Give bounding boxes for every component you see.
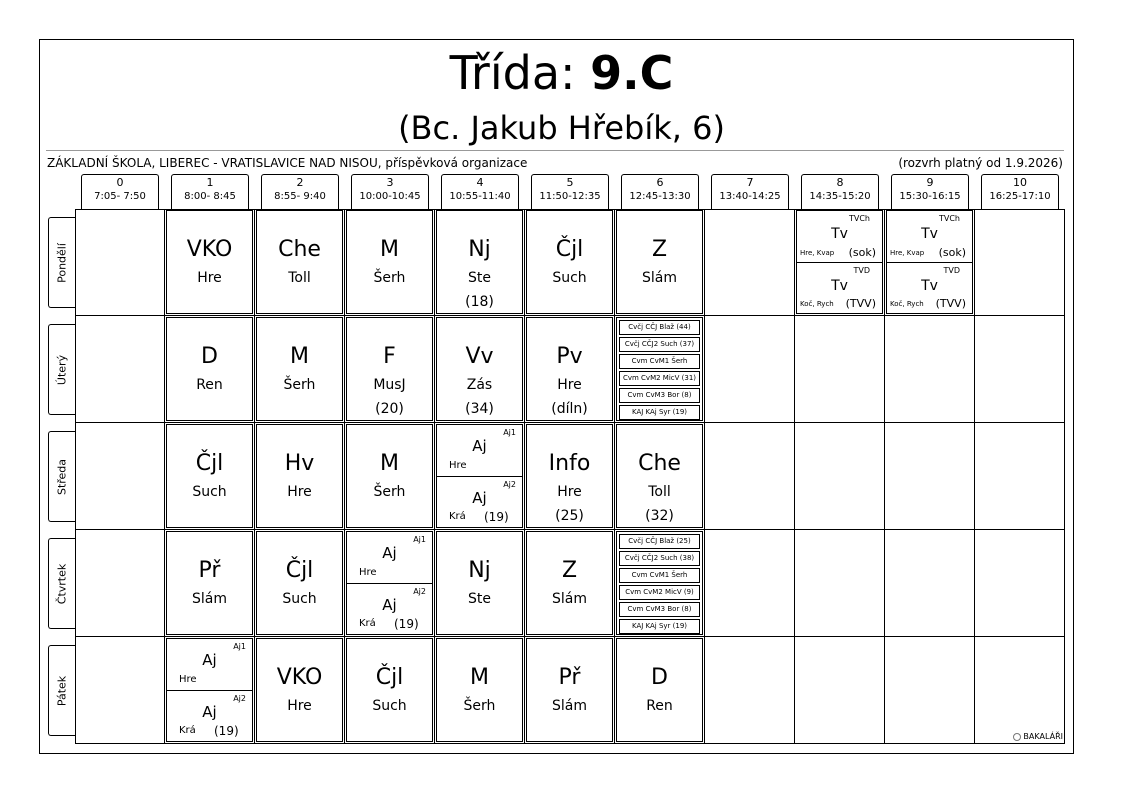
- class-teacher-subtitle: (Bc. Jakub Hřebík, 6): [398, 109, 725, 147]
- lesson-teacher: Slám: [192, 591, 227, 607]
- period-number: 10: [1013, 176, 1027, 189]
- day-label: [48, 645, 75, 736]
- group-lesson-row[interactable]: Cvm CvM3 Bor (8): [619, 602, 700, 617]
- lesson-card[interactable]: [166, 638, 253, 742]
- period-number: 4: [476, 176, 484, 189]
- lesson-card[interactable]: [256, 317, 343, 421]
- lesson-subject: Př: [198, 558, 221, 583]
- group-lesson[interactable]: [797, 263, 882, 313]
- lesson-room: (19): [484, 510, 509, 524]
- period-time: 12:45-13:30: [629, 191, 691, 202]
- timetable-cell: [75, 637, 165, 744]
- timetable-cell: [795, 637, 885, 744]
- lesson-card[interactable]: [346, 317, 433, 421]
- lesson-card[interactable]: [616, 424, 703, 528]
- group-lesson-row[interactable]: Cvčj CČJ2 Such (38): [619, 551, 700, 566]
- lesson-teacher: Šerh: [283, 377, 316, 393]
- lesson-room: (25): [555, 508, 584, 524]
- lesson-card[interactable]: [346, 638, 433, 742]
- lesson-card[interactable]: [526, 531, 613, 635]
- lesson-teacher: Krá: [449, 511, 466, 522]
- timetable-cell: [975, 209, 1065, 316]
- lesson-teacher: Šerh: [463, 698, 496, 714]
- lesson-card[interactable]: [526, 638, 613, 742]
- lesson-teacher: Such: [372, 698, 407, 714]
- lesson-teacher: Krá: [359, 618, 376, 629]
- period-number: 6: [656, 176, 664, 189]
- title-prefix: Třída:: [449, 46, 591, 100]
- lesson-subject: Hv: [284, 451, 315, 476]
- lesson-teacher: Hre: [359, 567, 377, 578]
- lesson-subject: VKO: [186, 237, 233, 262]
- period-time: 10:55-11:40: [449, 191, 511, 202]
- group-label: Aj2: [233, 694, 246, 703]
- page-title: [0, 44, 1123, 102]
- period-time: 10:00-10:45: [359, 191, 421, 202]
- group-lesson-row[interactable]: Cvm CvM1 Šerh: [619, 568, 700, 583]
- lesson-teacher: Hre: [179, 674, 197, 685]
- lesson-subject: Čjl: [375, 665, 404, 690]
- timetable-cell: [75, 530, 165, 637]
- lesson-room: (díln): [551, 401, 588, 417]
- lesson-card[interactable]: [256, 531, 343, 635]
- lesson-card[interactable]: [166, 531, 253, 635]
- lesson-card[interactable]: [526, 210, 613, 314]
- lesson-subject: D: [201, 344, 218, 369]
- lesson-subject: Vv: [465, 344, 494, 369]
- group-lesson-row[interactable]: Cvm CvM2 MicV (9): [619, 585, 700, 600]
- lesson-teacher: Toll: [288, 270, 311, 286]
- lesson-subject: Che: [278, 237, 321, 262]
- lesson-card[interactable]: [436, 424, 523, 528]
- brand-mark: [1013, 732, 1063, 742]
- lesson-room: (32): [645, 508, 674, 524]
- group-label: Aj1: [413, 535, 426, 544]
- lesson-teacher: Zás: [466, 377, 493, 393]
- timetable-cell: [795, 530, 885, 637]
- lesson-card[interactable]: [436, 638, 523, 742]
- period-time: 11:50-12:35: [539, 191, 601, 202]
- timetable-cell: [795, 316, 885, 423]
- lesson-room: (sok): [938, 246, 966, 259]
- lesson-card[interactable]: [436, 210, 523, 314]
- lesson-card[interactable]: [886, 210, 973, 314]
- lesson-card[interactable]: [256, 638, 343, 742]
- period-number: 0: [116, 176, 124, 189]
- lesson-teacher: Koč, Rych: [800, 300, 834, 308]
- lesson-card[interactable]: [256, 210, 343, 314]
- lesson-teacher: Toll: [648, 484, 671, 500]
- lesson-teacher: Hre: [287, 698, 312, 714]
- group-lesson[interactable]: [347, 532, 432, 584]
- lesson-teacher: Such: [192, 484, 227, 500]
- group-lesson[interactable]: [167, 691, 252, 741]
- group-label: TVD: [853, 266, 870, 275]
- timetable-cell: [885, 423, 975, 530]
- lesson-subject: M: [380, 451, 399, 476]
- timetable-cell: [975, 530, 1065, 637]
- timetable-cell: [885, 530, 975, 637]
- group-label: TVCh: [938, 214, 960, 223]
- period-header: [531, 174, 609, 210]
- period-time: 13:40-14:25: [719, 191, 781, 202]
- lesson-teacher: Ren: [646, 698, 673, 714]
- lesson-subject: Čjl: [285, 558, 314, 583]
- lesson-teacher: Hre: [197, 270, 222, 286]
- lesson-room: (sok): [848, 246, 876, 259]
- period-header: [261, 174, 339, 210]
- lesson-teacher: Slám: [552, 591, 587, 607]
- timetable-cell: [705, 316, 795, 423]
- timetable-cell: [705, 637, 795, 744]
- lesson-teacher: Ste: [468, 591, 491, 607]
- lesson-subject: M: [380, 237, 399, 262]
- lesson-subject: F: [383, 344, 396, 369]
- lesson-card[interactable]: [616, 531, 703, 635]
- lesson-teacher: Hre: [449, 460, 467, 471]
- lesson-subject: Čjl: [555, 237, 584, 262]
- lesson-card[interactable]: [436, 317, 523, 421]
- lesson-teacher: Such: [282, 591, 317, 607]
- lesson-subject: Tv: [921, 278, 938, 294]
- lesson-subject: Aj: [472, 489, 487, 507]
- lesson-teacher: Slám: [642, 270, 677, 286]
- lesson-room: (TVV): [935, 297, 966, 310]
- group-lesson-row[interactable]: Cvm CvM2 MicV (31): [619, 371, 700, 386]
- lesson-subject: Aj: [202, 651, 217, 669]
- lesson-subject: M: [290, 344, 309, 369]
- lesson-room: (TVV): [845, 297, 876, 310]
- lesson-teacher: Ste: [468, 270, 491, 286]
- lesson-card[interactable]: [166, 210, 253, 314]
- lesson-teacher: Hre, Kvap: [890, 249, 925, 257]
- group-lesson[interactable]: [437, 477, 522, 527]
- day-label: [48, 431, 75, 522]
- header-divider: [46, 150, 1064, 151]
- group-label: Aj1: [503, 428, 516, 437]
- lesson-card[interactable]: [616, 638, 703, 742]
- lesson-card[interactable]: [346, 210, 433, 314]
- day-label: [48, 324, 75, 415]
- lesson-card[interactable]: [526, 317, 613, 421]
- lesson-subject: Nj: [468, 558, 491, 583]
- group-label: Aj1: [233, 642, 246, 651]
- day-name: Pátek: [55, 675, 69, 706]
- group-lesson[interactable]: [347, 584, 432, 634]
- lesson-subject: Pv: [556, 344, 583, 369]
- period-header: [621, 174, 699, 210]
- lesson-subject: VKO: [276, 665, 323, 690]
- group-label: Aj2: [503, 480, 516, 489]
- timetable-cell: [885, 637, 975, 744]
- timetable-cell: [705, 209, 795, 316]
- lesson-teacher: Šerh: [373, 270, 406, 286]
- lesson-subject: Nj: [468, 237, 491, 262]
- group-lesson-row[interactable]: Cvčj CČJ Blaž (25): [619, 534, 700, 549]
- lesson-subject: Př: [558, 665, 581, 690]
- lesson-room: (18): [465, 294, 494, 310]
- lesson-room: (20): [375, 401, 404, 417]
- day-label: [48, 538, 75, 629]
- period-time: 8:55- 9:40: [274, 191, 326, 202]
- period-header: [711, 174, 789, 210]
- lesson-card[interactable]: [616, 210, 703, 314]
- lesson-card[interactable]: [256, 424, 343, 528]
- lesson-subject: Aj: [382, 544, 397, 562]
- period-header: [801, 174, 879, 210]
- group-lesson[interactable]: [797, 211, 882, 263]
- lesson-subject: M: [470, 665, 489, 690]
- period-number: 3: [386, 176, 394, 189]
- lesson-teacher: Hre: [287, 484, 312, 500]
- period-header: [171, 174, 249, 210]
- lesson-subject: Z: [651, 237, 668, 262]
- period-time: 7:05- 7:50: [94, 191, 146, 202]
- group-lesson-row[interactable]: Cvm CvM1 Šerh: [619, 354, 700, 369]
- group-lesson-row[interactable]: KAJ KAj Syr (19): [619, 619, 700, 634]
- timetable-cell: [975, 637, 1065, 744]
- timetable-cell: [975, 316, 1065, 423]
- period-number: 5: [566, 176, 574, 189]
- group-label: Aj2: [413, 587, 426, 596]
- timetable-cell: [75, 316, 165, 423]
- lesson-subject: Info: [548, 451, 591, 476]
- lesson-subject: Aj: [202, 703, 217, 721]
- class-name: 9.C: [590, 46, 674, 100]
- day-name: Úterý: [55, 354, 69, 385]
- lesson-subject: Tv: [921, 226, 938, 242]
- group-lesson-row[interactable]: Cvm CvM3 Bor (8): [619, 388, 700, 403]
- lesson-teacher: Ren: [196, 377, 223, 393]
- group-label: TVD: [943, 266, 960, 275]
- period-time: 16:25-17:10: [989, 191, 1051, 202]
- timetable-cell: [705, 530, 795, 637]
- lesson-teacher: Koč, Rych: [890, 300, 924, 308]
- lesson-subject: Aj: [472, 437, 487, 455]
- lesson-teacher: Hre: [557, 377, 582, 393]
- lesson-teacher: Slám: [552, 698, 587, 714]
- lesson-teacher: Hre: [557, 484, 582, 500]
- group-lesson[interactable]: [167, 639, 252, 691]
- lesson-subject: Aj: [382, 596, 397, 614]
- lesson-room: (34): [465, 401, 494, 417]
- period-header: [351, 174, 429, 210]
- group-lesson[interactable]: [887, 211, 972, 263]
- timetable-cell: [705, 423, 795, 530]
- lesson-card[interactable]: [346, 424, 433, 528]
- lesson-subject: D: [651, 665, 668, 690]
- period-number: 9: [926, 176, 934, 189]
- lesson-teacher: Hre, Kvap: [800, 249, 835, 257]
- period-time: 8:00- 8:45: [184, 191, 236, 202]
- day-label: [48, 217, 75, 308]
- period-time: 15:30-16:15: [899, 191, 961, 202]
- lesson-card[interactable]: [346, 531, 433, 635]
- period-number: 8: [836, 176, 844, 189]
- day-name: Čtvrtek: [55, 563, 69, 604]
- timetable-cell: [795, 423, 885, 530]
- period-header: [891, 174, 969, 210]
- lesson-card[interactable]: [166, 317, 253, 421]
- bakalari-logo-icon: [1013, 733, 1021, 741]
- period-number: 7: [746, 176, 754, 189]
- lesson-subject: Tv: [831, 278, 848, 294]
- period-time: 14:35-15:20: [809, 191, 871, 202]
- lesson-card[interactable]: [796, 210, 883, 314]
- lesson-teacher: Such: [552, 270, 587, 286]
- lesson-card[interactable]: [166, 424, 253, 528]
- lesson-card[interactable]: [616, 317, 703, 421]
- period-header: [981, 174, 1059, 210]
- brand-label: BAKALÁŘI: [1023, 732, 1063, 741]
- lesson-teacher: MusJ: [373, 377, 406, 393]
- timetable-cell: [885, 316, 975, 423]
- period-header: [81, 174, 159, 210]
- day-name: Pondělí: [55, 242, 69, 283]
- lesson-teacher: Krá: [179, 725, 196, 736]
- validity-note: (rozvrh platný od 1.9.2026): [898, 156, 1063, 170]
- group-lesson[interactable]: [437, 425, 522, 477]
- lesson-room: (19): [214, 724, 239, 738]
- timetable-cell: [75, 423, 165, 530]
- group-lesson[interactable]: [887, 263, 972, 313]
- period-number: 2: [296, 176, 304, 189]
- lesson-card[interactable]: [526, 424, 613, 528]
- timetable-cell: [975, 423, 1065, 530]
- lesson-subject: Z: [561, 558, 578, 583]
- group-lesson-row[interactable]: KAJ KAj Syr (19): [619, 405, 700, 420]
- group-lesson-row[interactable]: Cvčj CČJ Blaž (44): [619, 320, 700, 335]
- group-label: TVCh: [848, 214, 870, 223]
- group-lesson-row[interactable]: Cvčj CČJ2 Such (37): [619, 337, 700, 352]
- lesson-card[interactable]: [436, 531, 523, 635]
- lesson-subject: Che: [638, 451, 681, 476]
- lesson-teacher: Šerh: [373, 484, 406, 500]
- school-name: ZÁKLADNÍ ŠKOLA, LIBEREC - VRATISLAVICE NAD NISOU, příspěvková organizace: [47, 156, 528, 170]
- lesson-room: (19): [394, 617, 419, 631]
- lesson-subject: Čjl: [195, 451, 224, 476]
- timetable-cell: [75, 209, 165, 316]
- lesson-subject: Tv: [831, 226, 848, 242]
- day-name: Středa: [55, 458, 69, 495]
- period-number: 1: [206, 176, 214, 189]
- period-header: [441, 174, 519, 210]
